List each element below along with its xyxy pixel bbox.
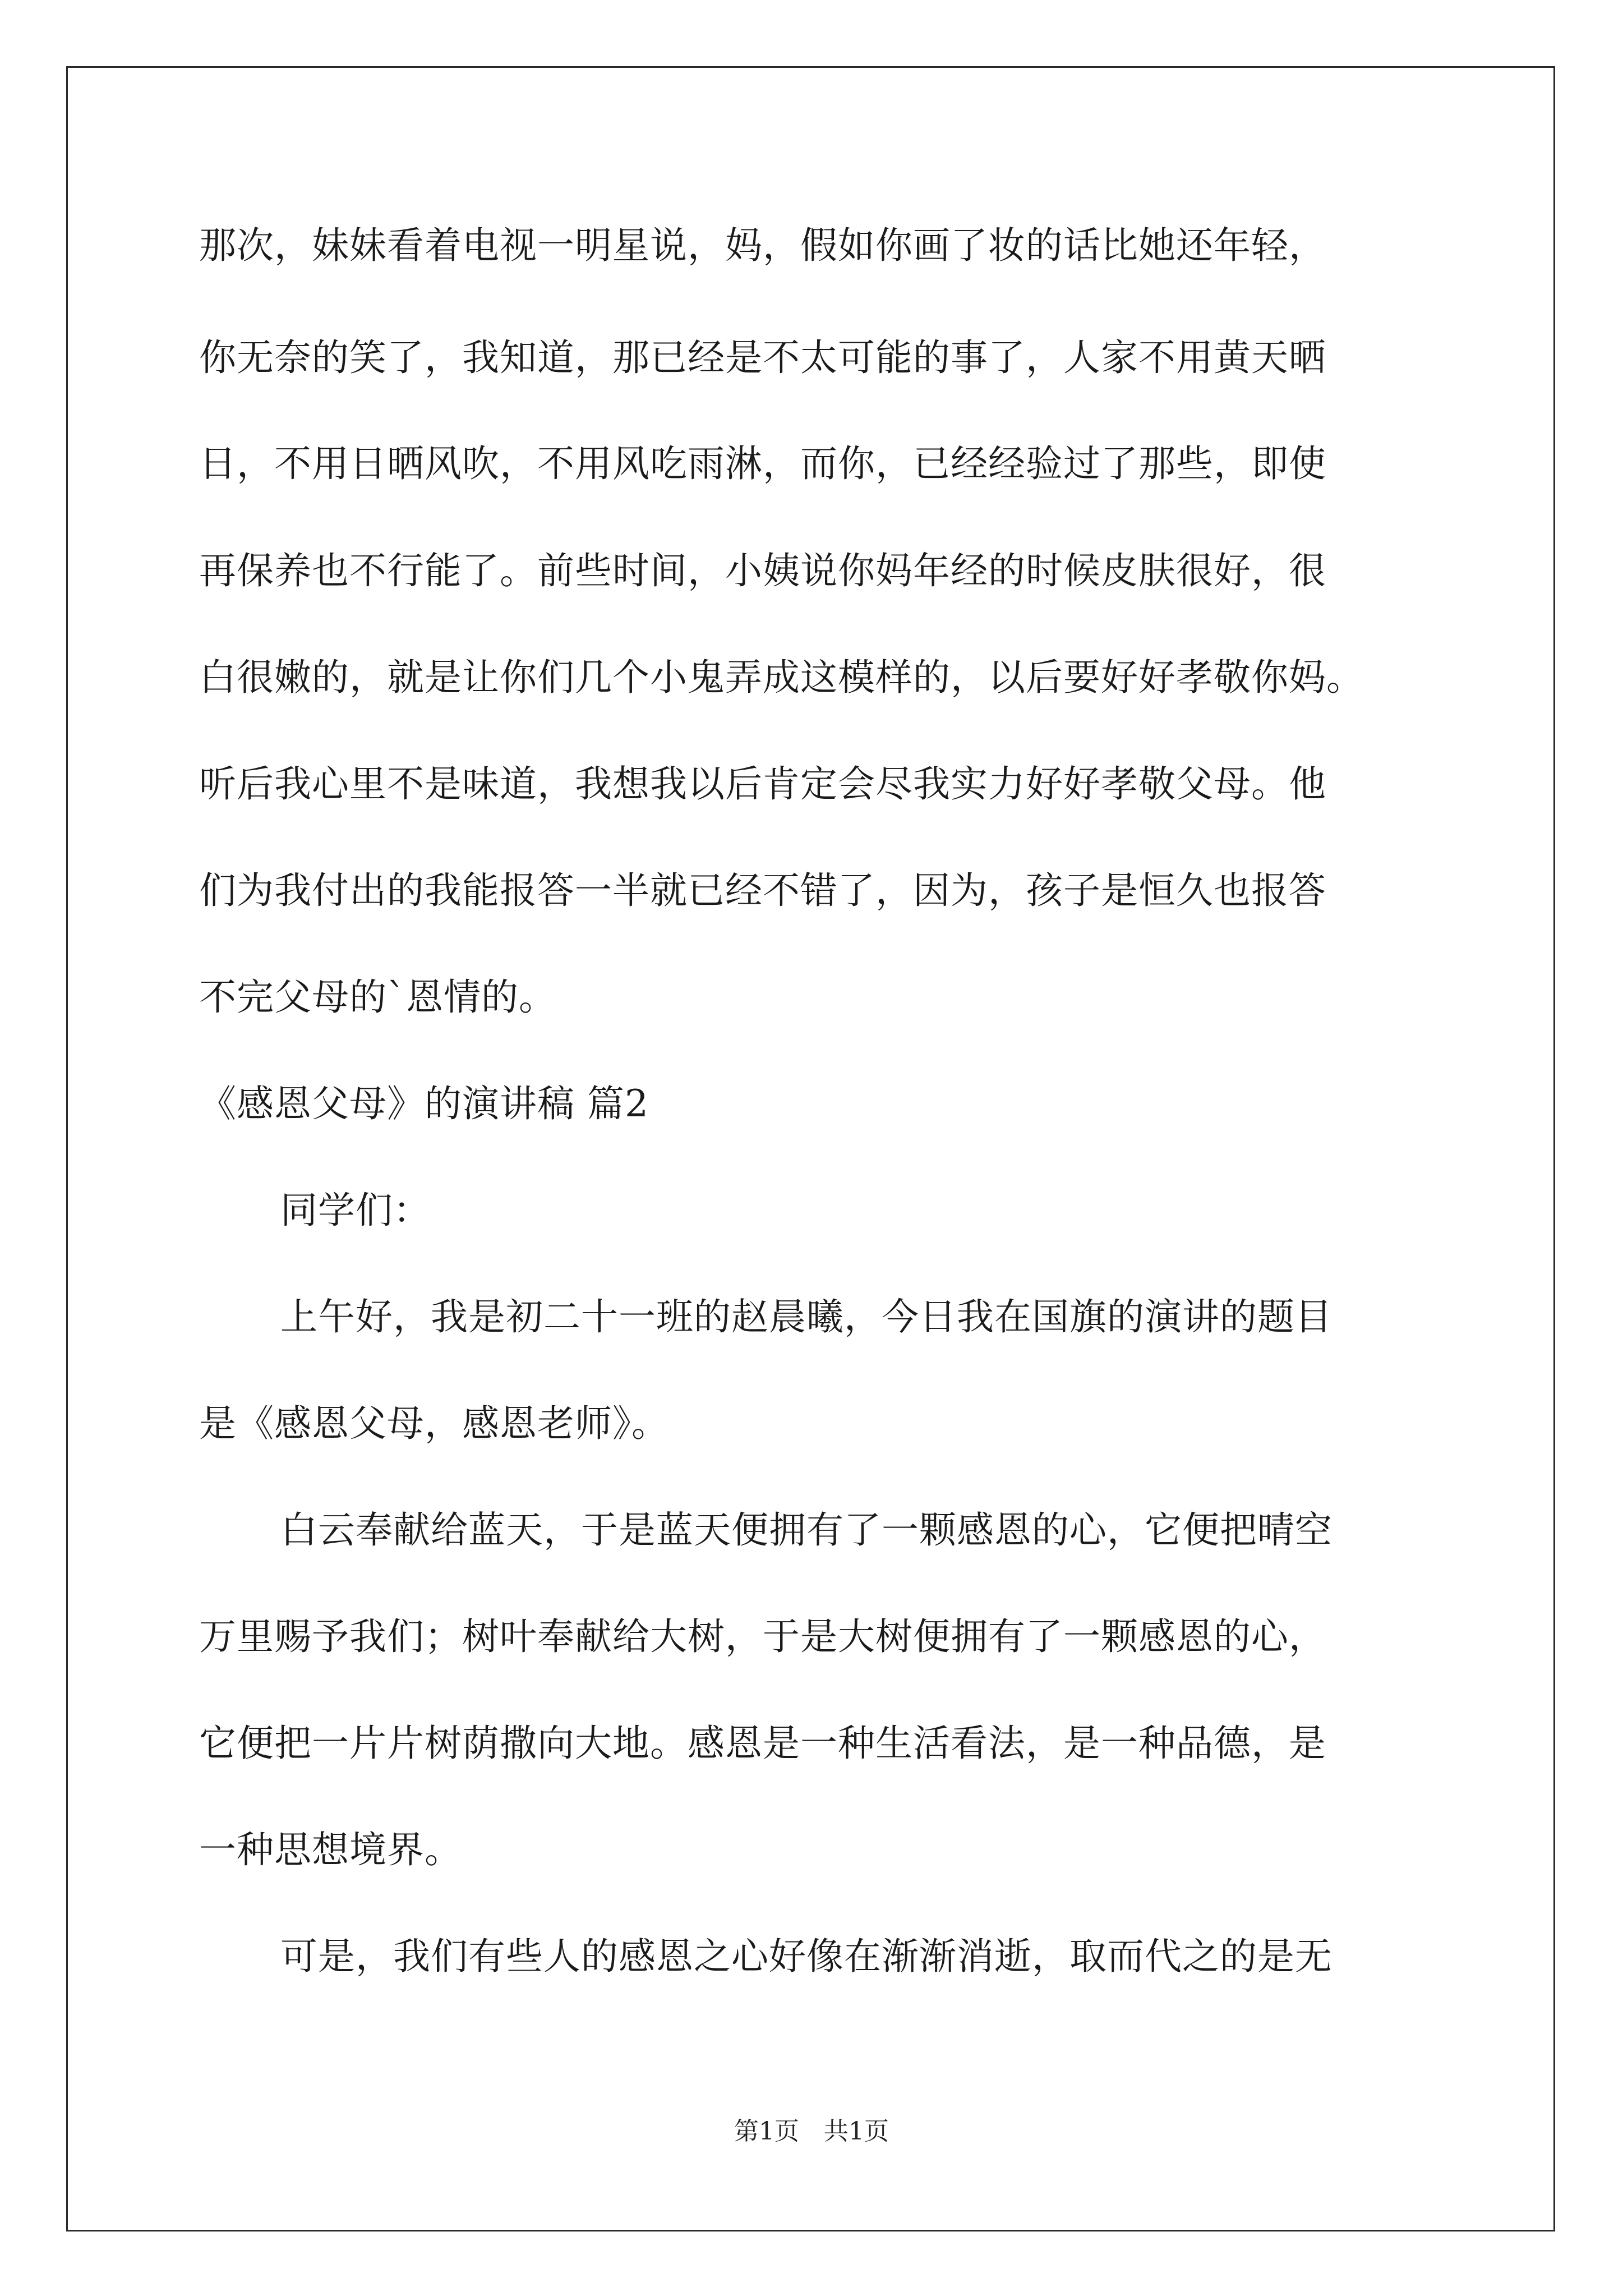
text-line: 它便把一片片树荫撒向大地。感恩是一种生活看法，是一种品德，是 [199,1722,1326,1765]
text-line: 万里赐予我们；树叶奉献给大树，于是大树便拥有了一颗感恩的心， [199,1615,1326,1658]
text-line: 日，不用日晒风吹，不用风吃雨淋，而你，已经经验过了那些，即使 [199,442,1326,485]
text-line: 可是，我们有些人的感恩之心好像在渐渐消逝，取而代之的是无 [280,1935,1332,1978]
text-line: 不完父母的`恩情的。 [199,976,556,1019]
text-line: 一种思想境界。 [199,1828,462,1871]
text-line: 们为我付出的我能报答一半就已经不错了，因为，孩子是恒久也报答 [199,869,1326,912]
text-line: 白很嫩的，就是让你们几个小鬼弄成这模样的，以后要好好孝敬你妈。 [199,656,1364,699]
salutation: 同学们： [280,1189,431,1232]
text-line: 你无奈的笑了，我知道，那已经是不太可能的事了，人家不用黄天晒 [199,336,1326,379]
text-line: 上午好，我是初二十一班的赵晨曦，今日我在国旗的演讲的题目 [280,1295,1332,1338]
section-heading: 《感恩父母》的演讲稿 篇2 [199,1082,649,1125]
text-line: 那次，妹妹看着电视一明星说，妈，假如你画了妆的话比她还年轻， [199,224,1326,267]
text-line: 听后我心里不是味道，我想我以后肯定会尽我实力好好孝敬父母。他 [199,762,1326,806]
page-footer: 第1页 共1页 [734,2117,889,2146]
page-border [66,66,1555,2231]
text-line: 是《感恩父母，感恩老师》。 [199,1402,669,1445]
text-line: 再保养也不行能了。前些时间，小姨说你妈年经的时候皮肤很好，很 [199,549,1326,592]
text-line: 白云奉献给蓝天，于是蓝天便拥有了一颗感恩的心，它便把晴空 [280,1508,1332,1552]
